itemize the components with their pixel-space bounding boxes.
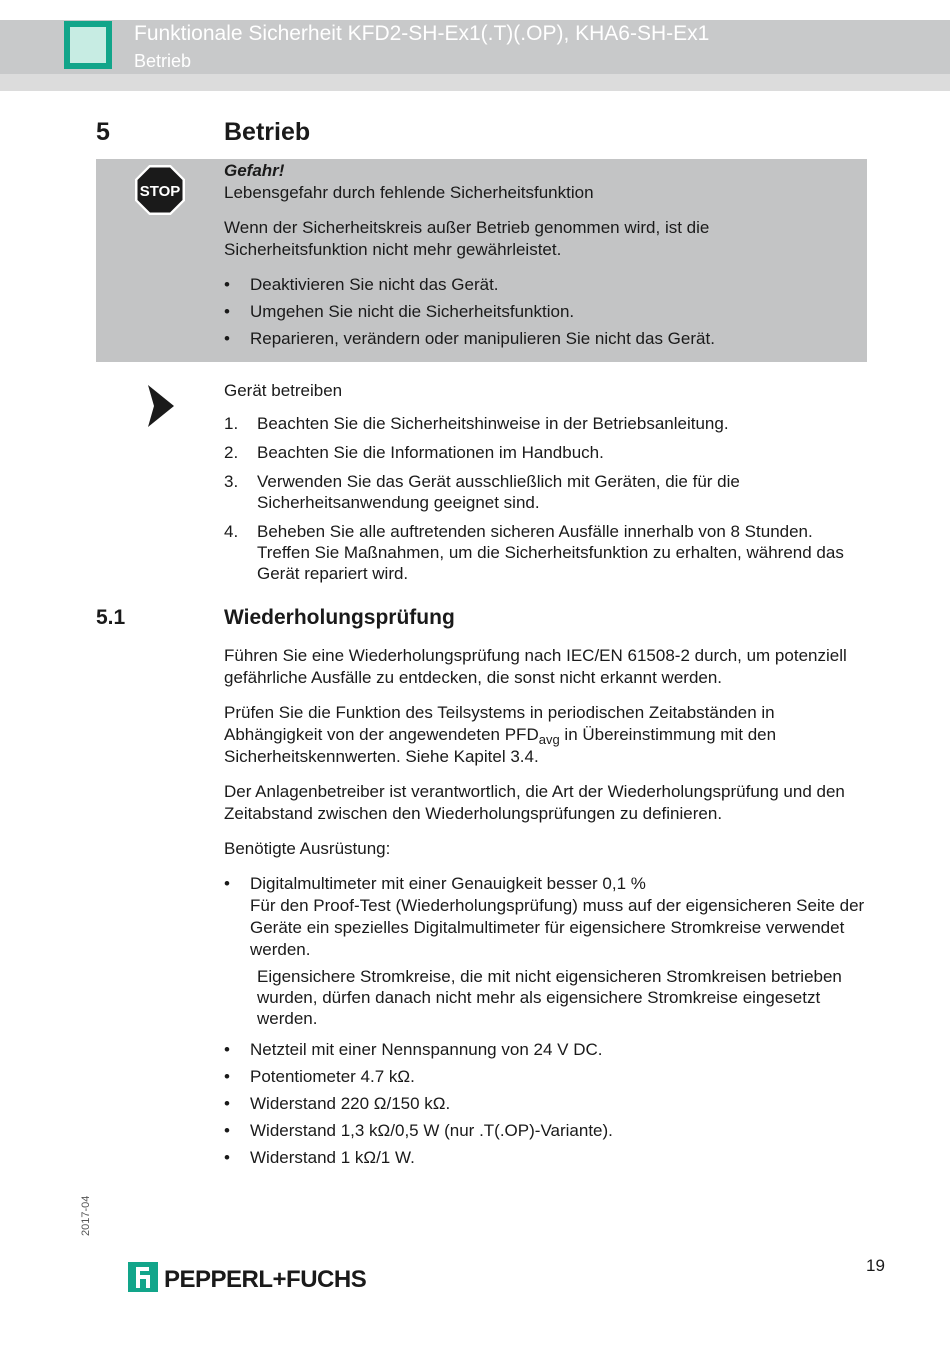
list-item: • Widerstand 1,3 kΩ/0,5 W (nur .T(.OP)-Variante). [224, 1120, 869, 1142]
danger-text: Wenn der Sicherheitskreis außer Betrieb genommen wird, ist die Sicherheitsfunktion nicht mehr gewährleistet. [224, 218, 710, 259]
action-arrow-icon [146, 383, 176, 429]
section-body [224, 645, 869, 1174]
list-item: • Umgehen Sie nicht die Sicherheitsfunktion. [224, 301, 854, 323]
danger-headline: Lebensgefahr durch fehlende Sicherheitsfunktion [224, 183, 594, 202]
list-item: • Digitalmultimeter mit einer Genauigkeit besser 0,1 % Für den Proof-Test (Wiederholungsprüfung) muss auf der eigensicheren Seite der Geräte ein spezielles Digitalmultimeter für eigensichere Stromkreise verwendet werden. Eigensichere Stromkreise, die mit nicht eigensicheren Stromkreisen betrieben wurden, dürfen danach nicht mehr als eigensichere Stromkreise eingesetzt werden. [224, 873, 869, 1029]
list-item: 3. Verwenden Sie das Gerät ausschließlich mit Geräten, die für die Sicherheitsanwendung geeignet sind. [224, 472, 740, 512]
action-block [224, 380, 854, 592]
list-item: • Widerstand 1 kΩ/1 W. [224, 1147, 869, 1169]
chapter-number: 5 [96, 118, 110, 146]
paragraph: Der Anlagenbetreiber ist verantwortlich, die Art der Wiederholungsprüfung und den Zeitabstand zwischen den Wiederholungsprüfungen zu definieren. [224, 782, 845, 823]
chapter-title: Betrieb [224, 118, 311, 146]
stop-sign-label: STOP [139, 183, 181, 200]
paragraph: Prüfen Sie die Funktion des Teilsystems in periodischen Zeitabständen in Abhängigkeit von der angewendeten $PFD_{avg}$ in Übereinstimmung mit den Sicherheitskennwerten. Siehe Kapitel 3.4. [224, 703, 777, 766]
list-item: 4. Beheben Sie alle auftretenden sicheren Ausfälle innerhalb von 8 Stunden. Treffen Sie Maßnahmen, um die Sicherheitsfunktion zu erhalten, während das Gerät repariert wird. [224, 522, 844, 583]
section-number: 5.1 [96, 606, 126, 629]
header-subtitle: Betrieb [134, 51, 192, 71]
list-item: 1. Beachten Sie die Sicherheitshinweise in der Betriebsanleitung. [224, 414, 729, 433]
page-header-strip [0, 74, 950, 91]
document-date: 2017-04 [80, 1195, 92, 1236]
list-item: 2. Beachten Sie die Informationen im Handbuch. [224, 443, 604, 462]
list-item: • Widerstand 220 Ω/150 kΩ. [224, 1093, 869, 1115]
danger-signal-word: Gefahr! [224, 161, 285, 180]
danger-bullet-list [224, 274, 854, 350]
header-square-icon [64, 21, 112, 69]
list-item: • Reparieren, verändern oder manipulieren Sie nicht das Gerät. [224, 328, 854, 350]
list-item: • Potentiometer 4.7 kΩ. [224, 1066, 869, 1088]
equipment-list [224, 873, 869, 1169]
stop-sign-icon [134, 164, 186, 216]
action-step-list [224, 413, 854, 584]
paragraph: Führen Sie eine Wiederholungsprüfung nach IEC/EN 61508-2 durch, um potenziell gefährliche Ausfälle zu entdecken, die sonst nicht erkannt werden. [224, 646, 847, 687]
danger-content [224, 160, 854, 355]
list-item: • Netzteil mit einer Nennspannung von 24 V DC. [224, 1039, 869, 1061]
list-item: • Deaktivieren Sie nicht das Gerät. [224, 274, 854, 296]
header-title: Funktionale Sicherheit KFD2-SH-Ex1(.T)(.OP), KHA6-SH-Ex1 [134, 22, 710, 45]
equipment-label: Benötigte Ausrüstung: [224, 839, 391, 858]
page-number: 19 [866, 1256, 885, 1275]
equipment-note: Eigensichere Stromkreise, die mit nicht eigensicheren Stromkreisen betrieben wurden, dürfen danach nicht mehr als eigensichere Stromkreise eingesetzt werden. [257, 967, 842, 1028]
brand-name: PEPPERL+FUCHS [164, 1266, 367, 1293]
section-title: Wiederholungsprüfung [224, 606, 455, 629]
action-title: Gerät betreiben [224, 381, 343, 400]
pepperl-fuchs-logo-icon [128, 1262, 158, 1292]
